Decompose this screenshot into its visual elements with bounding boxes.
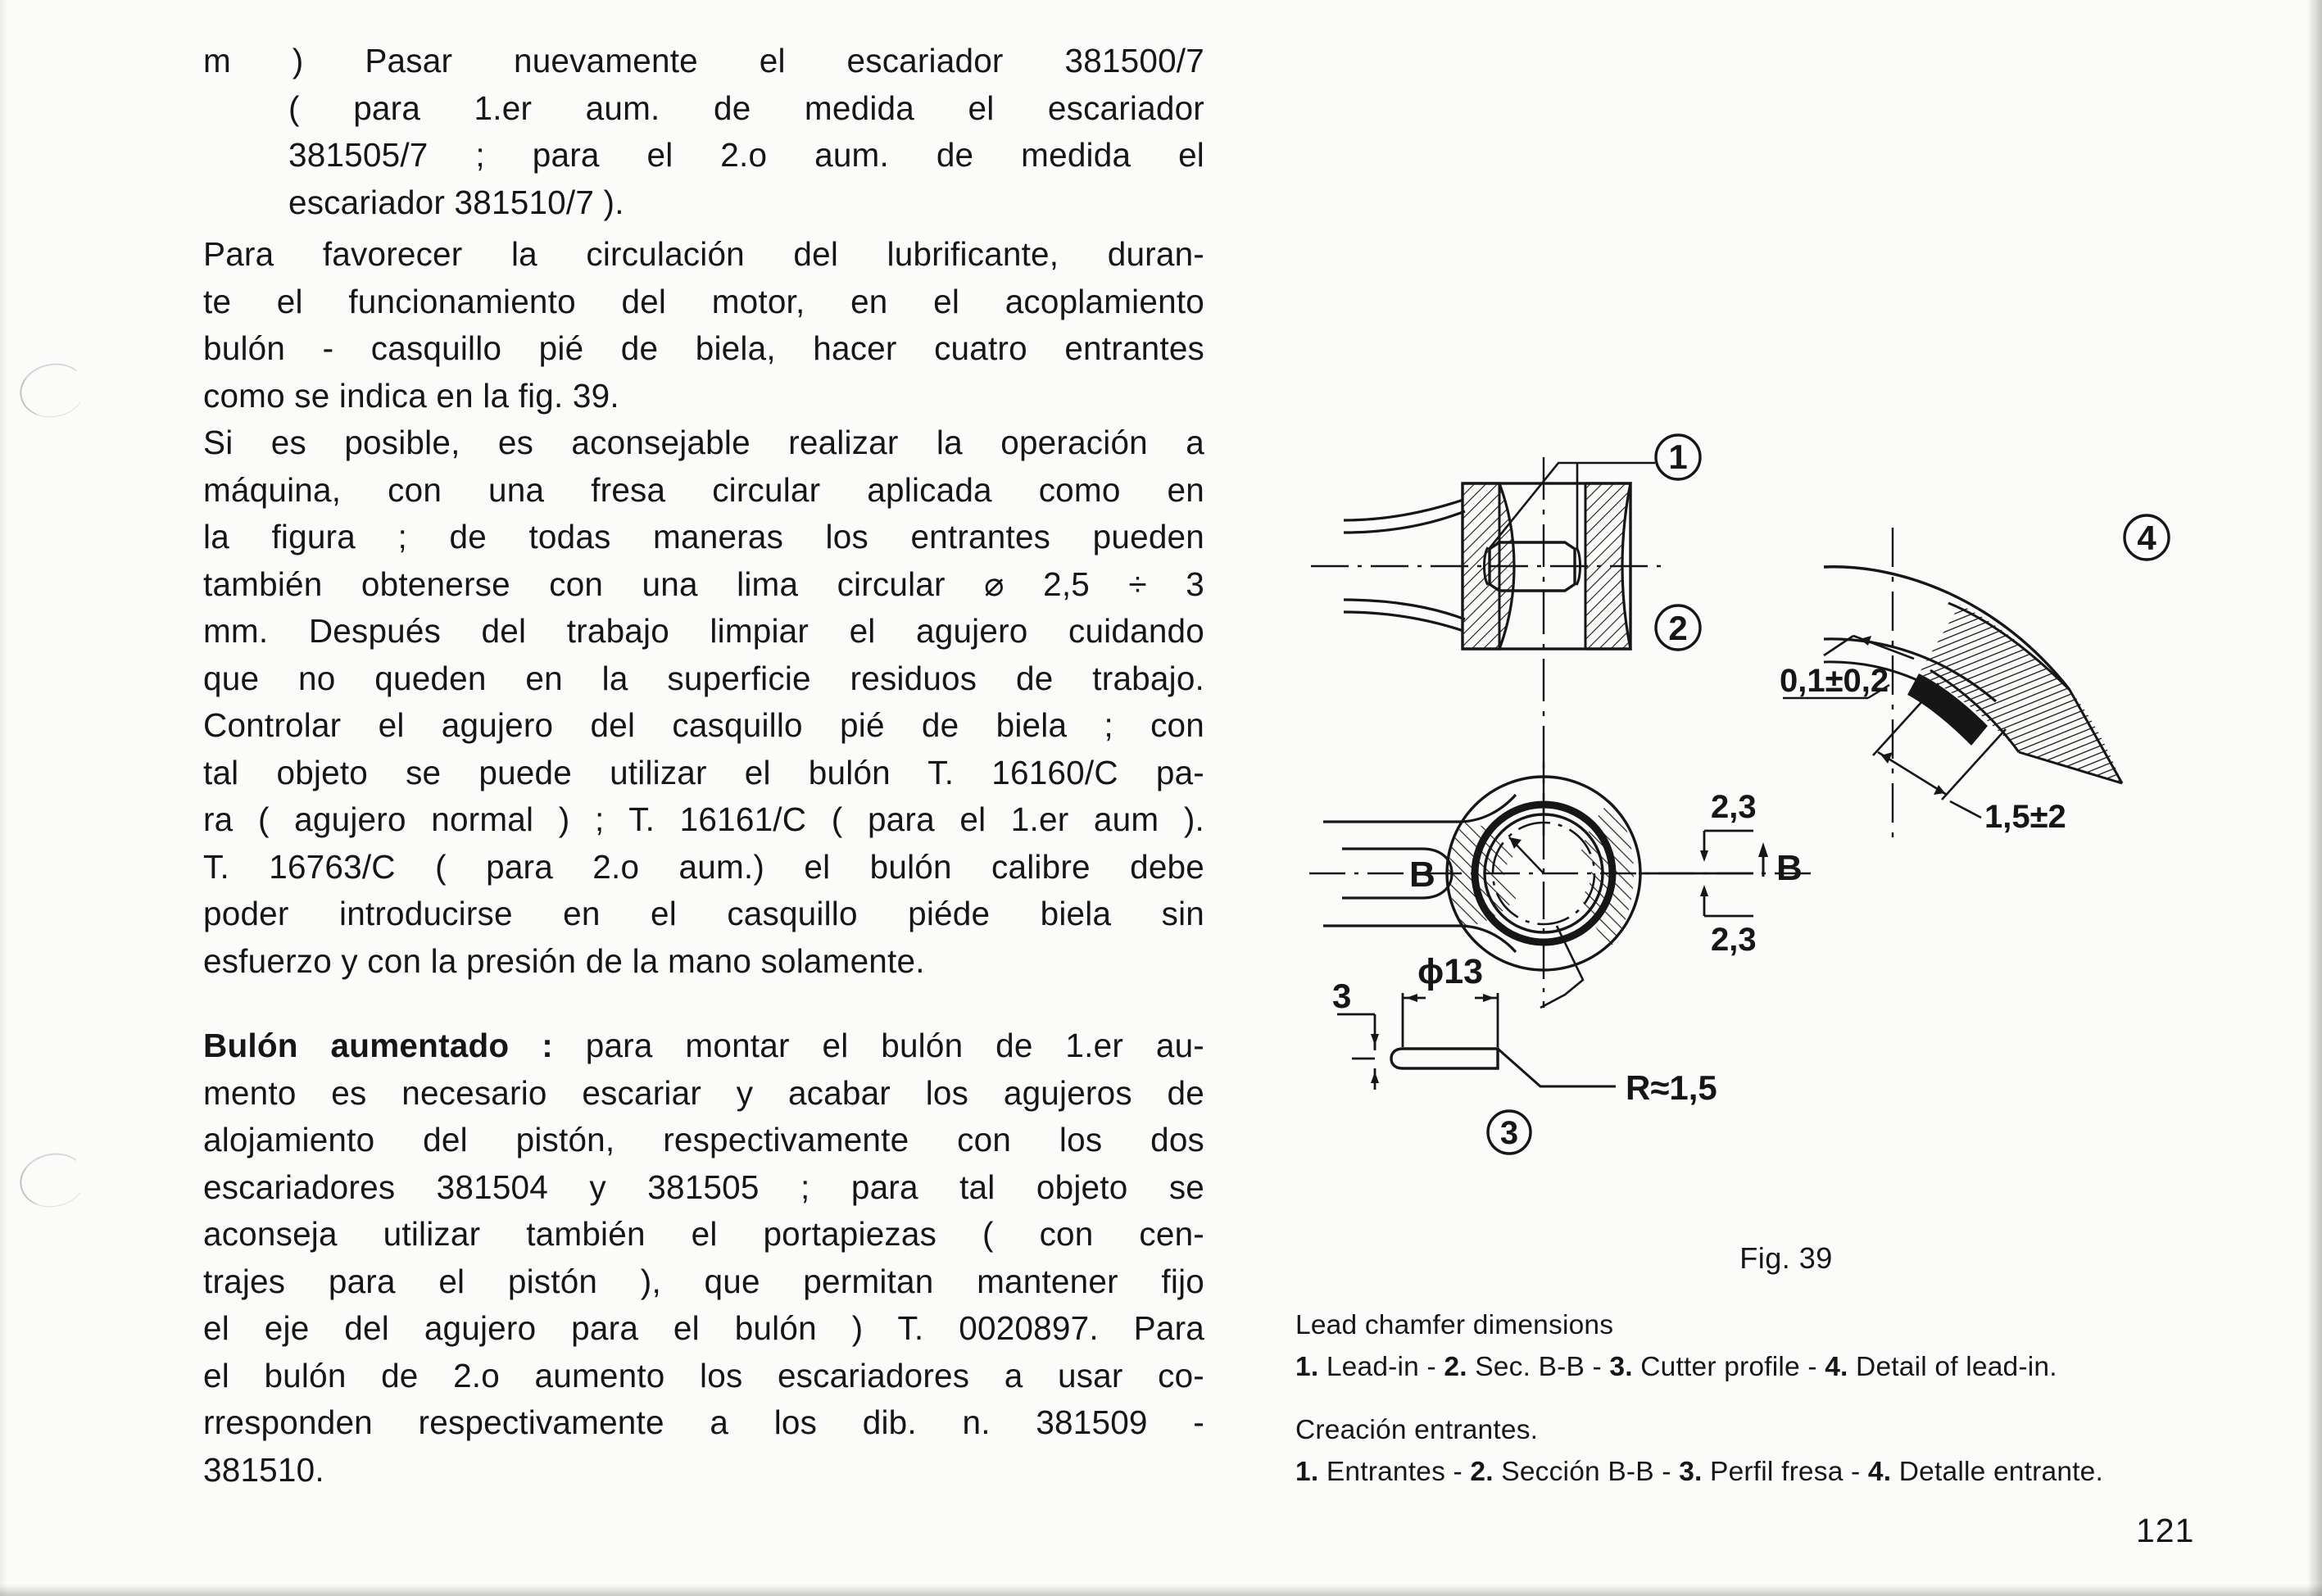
paragraph-line: Para favorecer la circulación del lubrificante, duran- [203,235,1204,273]
caption-en-text-3: Cutter profile - [1632,1352,1825,1382]
figure-number-label: Fig. 39 [1739,1241,1833,1275]
cutter-diameter-dimension [1403,993,1498,1047]
section-bb-view [1309,762,1819,1008]
paragraph-line: T. 16763/C ( para 2.o aum.) el bulón calibre debe [203,847,1204,886]
figure-caption-block [1295,1304,2311,1493]
cutter-diameter-value: ϕ13 [1417,952,1484,991]
offset-bottom-value: 2,3 [1711,922,1757,958]
paragraph-line: bulón - casquillo pié de biela, hacer cuatro entrantes [203,329,1204,367]
paragraph-line: mento es necesario escariar y acabar los agujeros de [203,1073,1204,1112]
callout-2-label: 2 [1668,609,1688,647]
detail-width-value: 1,5±2 [1984,799,2066,835]
cutter-body [1391,1049,1498,1068]
paragraph-line: Si es posible, es aconsejable realizar la operación a [203,424,1204,461]
caption-es-text-2: Sección B-B - [1493,1457,1680,1487]
binder-punch-hole-top [15,357,91,423]
cutter-depth-dimension [1337,1014,1379,1090]
caption-en-num-4: 4. [1825,1352,1848,1382]
paragraph-line: trajes para el pistón ), que permitan mantener fijo [203,1262,1204,1300]
lead-rest: para montar el bulón de 1.er au- [552,1027,1204,1064]
paragraph-spacer [203,985,1204,1022]
technical-drawing-fig39 [1295,385,2278,1163]
cutter-leader-line [1540,926,1583,1008]
cutter-radius-value: R≈1,5 [1626,1068,1717,1107]
callout-1-label: 1 [1668,438,1688,476]
paragraph-oversize-gudgeon-pin [203,1022,1204,1494]
paragraph-line: que no queden en la superficie residuos de trabajo. [203,659,1204,697]
paragraph-line: el bulón de 2.o aumento los escariadores a usar co- [203,1356,1204,1394]
caption-en-title: Lead chamfer dimensions [1295,1310,1614,1340]
offset-top-value: 2,3 [1711,789,1757,825]
detail-clearance-value: 0,1±0,2 [1780,663,1889,699]
caption-en-text-2: Sec. B-B - [1467,1352,1610,1382]
paragraph-lubricant-circulation [203,231,1204,419]
paragraph-line: máquina, con una fresa circular aplicada como en [203,470,1204,509]
callout-3-label: 3 [1499,1115,1519,1151]
section-letter-right: B [1776,848,1803,888]
list-item-m [203,38,1204,226]
lead-label: Bulón aumentado : [203,1027,553,1064]
paragraph-machining-procedure [203,419,1204,985]
fig39-svg [1295,385,2278,1163]
paragraph-line-with-lead [203,1022,1204,1070]
caption-es-text-1: Entrantes - [1318,1457,1471,1487]
callout-4-label: 4 [2137,519,2156,557]
paragraph-line: el eje del agujero para el bulón ) T. 0020897. Para [203,1309,1204,1347]
body-text-column [203,38,1204,1494]
figure-column [1295,0,2322,1596]
caption-es-num-4: 4. [1867,1457,1892,1487]
caption-es-items [1295,1451,2311,1493]
paragraph-line: poder introducirse en el casquillo piéde biela sin [203,895,1204,932]
caption-es-text-3: Perfil fresa - [1702,1457,1868,1487]
paragraph-line: como se indica en la fig. 39. [203,376,619,415]
caption-spacer [1295,1388,2311,1409]
caption-en-text-1: Lead-in - [1318,1352,1444,1382]
caption-en-text-4: Detail of lead-in. [1848,1352,2057,1382]
paragraph-line: aconseja utilizar también el portapiezas ( con cen- [203,1215,1204,1253]
paragraph-line: 381510. [203,1450,324,1489]
caption-en-num-3: 3. [1609,1352,1633,1382]
caption-es-text-4: Detalle entrante. [1891,1457,2103,1487]
paragraph-line: te el funcionamiento del motor, en el acoplamiento [203,282,1204,320]
paragraph-line: tal objeto se puede utilizar el bulón T. 16160/C pa- [203,753,1204,791]
list-item-m-line: m ) Pasar nuevamente el escariador 381500/7 [203,42,1204,79]
detail-lead-in-view [1780,515,2169,837]
paragraph-line: Controlar el agujero del casquillo pié de biela ; con [203,706,1204,744]
caption-es-title: Creación entrantes. [1295,1415,1539,1445]
paragraph-line: la figura ; de todas maneras los entrantes pueden [203,518,1204,555]
scan-edge-shadow-left [0,0,8,1596]
caption-en-items [1295,1346,2311,1388]
paragraph-line: mm. Después del trabajo limpiar el agujero cuidando [203,612,1204,650]
list-item-m-line: ( para 1.er aum. de medida el escariador [288,88,1204,127]
list-item-m-line: escariador 381510/7 ). [288,183,624,221]
paragraph-line: rresponden respectivamente a los dib. n. 381509 - [203,1403,1204,1441]
caption-es-num-2: 2. [1470,1457,1494,1487]
paragraph-line: escariadores 381504 y 381505 ; para tal objeto se [203,1168,1204,1206]
page-number: 121 [2136,1512,2195,1549]
cutter-depth-value: 3 [1332,977,1352,1015]
caption-es-num-3: 3. [1679,1457,1703,1487]
list-item-m-line: 381505/7 ; para el 2.o aum. de medida el [288,136,1204,174]
binder-punch-hole-bottom [15,1147,91,1213]
caption-en-num-1: 1. [1295,1352,1319,1382]
cutter-profile-view [1332,952,1717,1154]
paragraph-line: ra ( agujero normal ) ; T. 16161/C ( para el 1.er aum ). [203,800,1204,838]
paragraph-line: también obtenerse con una lima circular ⌀ 2,5 ÷ 3 [203,564,1204,603]
section-letter-left: B [1409,855,1435,895]
caption-en-num-2: 2. [1444,1352,1467,1382]
paragraph-line: esfuerzo y con la presión de la mano solamente. [203,941,925,980]
section-arrow-right [1758,842,1768,877]
bore-radius-arrow [1509,837,1544,873]
offset-dimension-lines [1639,831,1753,916]
caption-es-num-1: 1. [1295,1457,1319,1487]
paragraph-line: alojamiento del pistón, respectivamente con los dos [203,1121,1204,1158]
